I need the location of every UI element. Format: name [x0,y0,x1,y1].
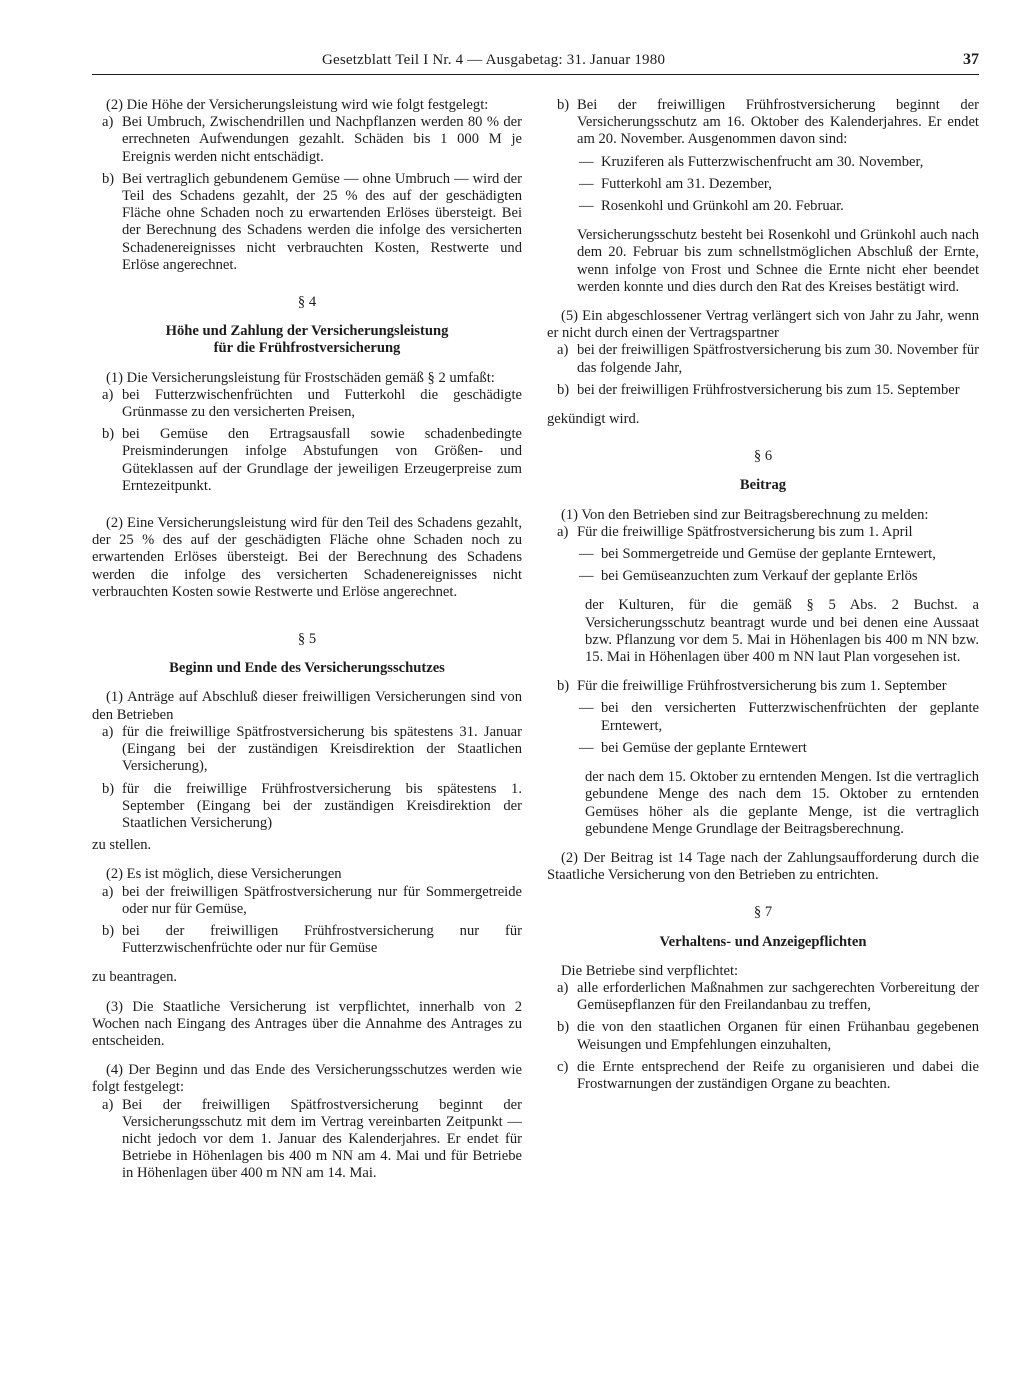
page-header [92,52,979,75]
left-column [92,97,522,1183]
list-item [92,1097,522,1183]
paragraph: (4) Der Beginn und das Ende des Versicherungsschutzes werden wie folgt festgelegt: [92,1062,522,1096]
dash-item [547,700,979,734]
dash-item [547,198,979,215]
dash-item [547,568,979,585]
item-text: alle erforderlichen Maßnahmen zur sachgerechten Vorbereitung der Gemüsepflanzen für den Freilandanbau zu treffen, [577,979,979,1014]
item-label: c) [557,1058,569,1075]
item-text: Bei Umbruch, Zwischendrillen und Nachpflanzen werden 80 % der errechneten Aufwendungen gezahlt. Schäden bis 1 000 M je Ereignis werden nicht entschädigt. [122,114,522,165]
item-text: die Ernte entsprechend der Reife zu organisieren und dabei die Frostwarnungen der zuständigen Organe zu beachten. [577,1058,979,1092]
list-item [92,426,522,495]
paragraph: der nach dem 15. Oktober zu erntenden Mengen. Ist die vertraglich gebundene Menge des nach dem 15. Oktober zu erntenden Gemüses höher als die geplante Menge, ist die vertraglich gebundene Menge Grundlage der Beitragsberechnung. [585,769,979,837]
list-item [92,114,522,166]
dash-mark: — [579,175,594,192]
item-label: b) [557,1019,570,1036]
paragraph: (3) Die Staatliche Versicherung ist verpflichtet, innerhalb von 2 Wochen nach Eingang des Antrages über die Annahme des Antrages zu entscheiden. [92,998,522,1049]
list-item [547,980,979,1014]
dash-item [547,154,979,171]
list-item [547,678,979,695]
section-title: Höhe und Zahlung der Versicherungsleistung [165,323,449,340]
item-label: b) [557,97,570,113]
dash-mark: — [579,198,594,215]
item-text: bei Gemüse den Ertragsausfall sowie schadenbedingte Preisminderungen infolge Abstufungen von Größen- und Güteklassen auf der Grundlage der jeweiligen Erzeugerpreise zum Erntezeitpunkt. [122,426,522,494]
paragraph: der Kulturen, für die gemäß § 5 Abs. 2 Buchst. a Versicherungsschutz beantragt wurde und bei denen eine Aussaat bzw. Pflanzung vor dem 5. Mai in Höhenlagen bis 400 m NN bzw. 15. Mai in Höhenlagen über 400 m NN laut Plan vorgesehen ist. [585,597,979,666]
item-label: a) [557,342,569,359]
item-label: a) [102,114,114,131]
item-text: Für die freiwillige Frühfrostversicherung bis zum 1. September [577,678,947,695]
running-title: Gesetzblatt Teil I Nr. 4 — Ausgabetag: 31. Januar 1980 [322,52,666,68]
paragraph: zu stellen. [92,837,152,854]
item-label: a) [557,523,569,540]
page-number: 37 [963,51,979,68]
item-label: b) [102,426,115,443]
item-text: bei Gemüseanzuchten zum Verkauf der geplante Erlös [601,568,918,585]
dash-mark: — [579,568,594,585]
item-label: a) [102,1096,114,1113]
section-title: Beitrag [739,477,787,494]
list-item [92,884,522,918]
item-text: bei Sommergetreide und Gemüse der geplante Erntewert, [601,546,936,563]
section-number: § 7 [753,904,773,921]
item-text: Futterkohl am 31. Dezember, [601,175,772,192]
item-label: a) [557,979,569,996]
item-label: b) [102,170,115,187]
item-text: Bei vertraglich gebundenem Gemüse — ohne Umbruch — wird der Teil des Schadens gezahlt, der 25 % des auf der geschädigten Fläche ohne Schaden noch zu erwartenden Erlöses übersteigt. Bei der Berechnung des Schadens werden die infolge des versicherten Schadenereignisses nicht verbrauchten Kosten, Restwerte und Erlöse angerechnet. [122,170,522,273]
paragraph: (1) Die Versicherungsleistung für Frostschäden gemäß § 2 umfaßt: [106,369,495,386]
item-label: b) [102,922,115,939]
item-text: bei der freiwilligen Spätfrostversicherung nur für Sommergetreide oder nur für Gemüse, [122,883,522,917]
list-item [92,171,522,274]
item-text: bei der freiwilligen Spätfrostversicherung bis zum 30. November für das folgende Jahr, [577,342,979,376]
paragraph: (5) Ein abgeschlossener Vertrag verlängert sich von Jahr zu Jahr, wenn er nicht durch einen der Vertragspartner [547,308,979,342]
list-item [92,923,522,957]
dash-mark: — [579,153,594,170]
item-label: a) [102,723,114,740]
item-text: für die freiwillige Spätfrostversicherung bis spätestens 31. Januar (Eingang bei der zuständigen Kreisdirektion der Staatlichen Versicherung), [122,723,522,775]
paragraph: Die Betriebe sind verpflichtet: [561,962,739,979]
paragraph: (2) Der Beitrag ist 14 Tage nach der Zahlungsaufforderung durch die Staatliche Versicherung von den Betrieben zu entrichten. [547,849,979,884]
item-text: bei Futterzwischenfrüchten und Futterkohl die geschädigte Grünmasse zu den versicherten Preisen, [122,386,522,421]
item-text: bei der freiwilligen Frühfrostversicherung bis zum 15. September [577,381,960,398]
section-title: Verhaltens- und Anzeigepflichten [659,933,867,950]
list-item [92,387,522,421]
paragraph: zu beantragen. [92,969,178,986]
dash-mark: — [579,700,594,717]
item-label: b) [102,780,115,797]
paragraph: (2) Die Höhe der Versicherungsleistung wird wie folgt festgelegt: [106,97,489,113]
paragraph: (2) Es ist möglich, diese Versicherungen [106,866,342,883]
item-text: bei den versicherten Futterzwischenfrüchten der geplante Erntewert, [601,700,979,734]
list-item [547,524,979,541]
item-text: Rosenkohl und Grünkohl am 20. Februar. [601,198,844,215]
dash-mark: — [579,546,594,563]
item-text: die von den staatlichen Organen für einen Frühanbau gegebenen Weisungen und Empfehlungen einzuhalten, [577,1019,979,1053]
item-text: bei Gemüse der geplante Erntewert [601,739,807,756]
section-number: § 6 [753,448,773,465]
paragraph: Versicherungsschutz besteht bei Rosenkohl und Grünkohl auch nach dem 20. Februar bis zum schnellstmöglichen Abschluß der Ernte, wenn infolge von Frost und Schnee die Ernte nicht eher beendet werden konnte und dies durch den Rat des Kreises bestätigt wird. [577,227,979,295]
dash-item [547,740,979,757]
paragraph: (1) Von den Betrieben sind zur Beitragsberechnung zu melden: [561,506,929,523]
list-item [547,382,979,399]
dash-mark: — [579,739,594,756]
dash-item [547,176,979,193]
item-text: bei der freiwilligen Frühfrostversicherung nur für Futterzwischenfrüchte oder nur für Gemüse [122,922,522,957]
item-text: Für die freiwillige Spätfrostversicherung bis zum 1. April [577,523,913,540]
list-item [547,1019,979,1053]
section-title: Beginn und Ende des Versicherungsschutzes [169,660,445,677]
item-text: Kruziferen als Futterzwischenfrucht am 30. November, [601,153,924,170]
list-item [547,97,979,149]
item-text: Bei der freiwilligen Spätfrostversicherung beginnt der Versicherungsschutz mit dem im Vertrag vereinbarten Zeitpunkt — nicht jedoch vor dem 1. Januar des Kalenderjahres. Er endet für Betriebe in Höhenlagen bis 400 m NN am 4. Mai und für Betriebe in Höhenlagen über 400 m NN am 14. Mai. [122,1096,522,1182]
item-label: a) [102,883,114,900]
right-column [547,97,979,1093]
paragraph: gekündigt wird. [547,411,640,428]
list-item [92,724,522,776]
list-item [547,1059,979,1093]
list-item [92,781,522,833]
section-number: § 5 [297,631,317,648]
section-number: § 4 [297,294,317,311]
paragraph: (1) Anträge auf Abschluß dieser freiwilligen Versicherungen sind von den Betrieben [92,689,522,723]
item-label: a) [102,386,114,403]
dash-item [547,546,979,563]
item-text: Bei der freiwilligen Frühfrostversicherung beginnt der Versicherungsschutz am 16. Oktober des Kalenderjahres. Er endet am 20. November. Ausgenommen davon sind: [577,97,979,148]
section-title: für die Frühfrostversicherung [213,340,401,357]
item-text: für die freiwillige Frühfrostversicherung bis spätestens 1. September (Eingang bei der zuständigen Kreisdirektion der Staatlichen Versicherung) [122,780,522,831]
list-item [547,342,979,376]
item-label: b) [557,678,570,695]
item-label: b) [557,381,570,398]
paragraph: (2) Eine Versicherungsleistung wird für den Teil des Schadens gezahlt, der 25 % des auf der geschädigten Fläche ohne Schaden noch zu erwartenden Erlöses übersteigt. Bei der Berechnung des Schadens werden die infolge des versicherten Schadenereignisses nicht verbrauchten Kosten sowie Restwerte und Erlöse angerechnet. [92,515,522,600]
